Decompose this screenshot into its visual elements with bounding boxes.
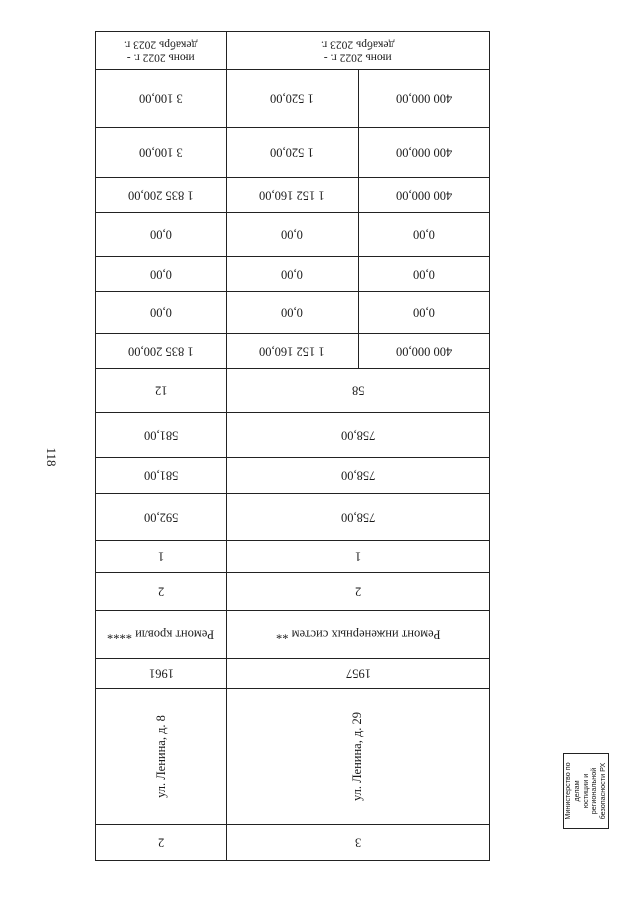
cell-value: 0,00: [412, 305, 435, 320]
table-row: [96, 658, 489, 688]
cell-work-type: Ремонт кровли ****: [107, 627, 215, 642]
stamp-text: Министерство по делам юстиции и региональной безопасности РХ: [563, 753, 609, 829]
cell-year: 1957: [345, 666, 371, 681]
cell-value: 12: [154, 383, 168, 398]
table-row: [96, 688, 489, 824]
table-row: [96, 540, 489, 572]
cell-value: 3 100,00: [139, 145, 183, 160]
page-number: 118: [44, 447, 59, 467]
cell-value: 0,00: [281, 267, 304, 282]
cell-value: 400 000,00: [395, 145, 452, 160]
cell-value: 400 000,00: [395, 344, 452, 359]
table-header-row: [96, 32, 489, 69]
table-row: [96, 333, 489, 368]
cell-value: 3 100,00: [139, 91, 183, 106]
table-row: [96, 256, 489, 291]
table-row: [96, 457, 489, 493]
table-row: [96, 177, 489, 212]
cell-value: 0,00: [150, 305, 172, 320]
cell-value: 2: [354, 584, 362, 599]
table-row: [96, 212, 489, 256]
cell-value: 1 520,00: [270, 91, 315, 106]
ministry-stamp: [548, 737, 624, 845]
cell-value: 400 000,00: [395, 188, 452, 203]
cell-value: 1 152 160,00: [259, 188, 326, 203]
header-period-right: июнь 2022 г. - декабрь 2023 г.: [321, 38, 395, 64]
cell-value: 758,00: [340, 428, 376, 443]
table-row: [96, 493, 489, 540]
cell-value: 1 835 200,00: [128, 344, 194, 359]
cell-address: ул. Ленина, д. 29: [350, 711, 365, 802]
cell-value: 758,00: [340, 510, 376, 525]
cell-value: 581,00: [143, 468, 179, 483]
cell-value: 1 152 160,00: [259, 344, 326, 359]
table-row: [96, 291, 489, 333]
table-row: [96, 610, 489, 658]
cell-year: 1961: [148, 666, 174, 681]
table-row: [96, 69, 489, 127]
cell-work-type: Ремонт инженерных систем **: [275, 627, 441, 642]
cell-value: 58: [351, 383, 365, 398]
table-row: [96, 368, 489, 412]
table-row: [96, 824, 489, 860]
cell-value: 1 520,00: [270, 145, 315, 160]
cell-address: ул. Ленина, д. 8: [153, 715, 168, 798]
cell-value: 581,00: [143, 428, 179, 443]
cell-value: 0,00: [412, 227, 435, 242]
cell-value: 1: [354, 549, 362, 564]
cell-value: 592,00: [143, 510, 179, 525]
cell-index: 3: [354, 835, 362, 850]
cell-value: 2: [157, 584, 165, 599]
cell-value: 400 000,00: [395, 91, 452, 106]
cell-value: 0,00: [150, 227, 172, 242]
cell-value: 1 835 200,00: [128, 188, 194, 203]
cell-value: 0,00: [412, 267, 435, 282]
cell-value: 758,00: [340, 468, 376, 483]
cell-value: 1: [157, 549, 165, 564]
table-row: [96, 572, 489, 610]
table-row: [96, 412, 489, 457]
cell-value: 0,00: [281, 227, 304, 242]
cell-value: 0,00: [281, 305, 304, 320]
header-period-left: июнь 2022 г. - декабрь 2023 г.: [96, 32, 227, 69]
data-table: [95, 31, 490, 861]
cell-value: 0,00: [150, 267, 172, 282]
table-row: [96, 127, 489, 177]
cell-index: 2: [157, 835, 165, 850]
